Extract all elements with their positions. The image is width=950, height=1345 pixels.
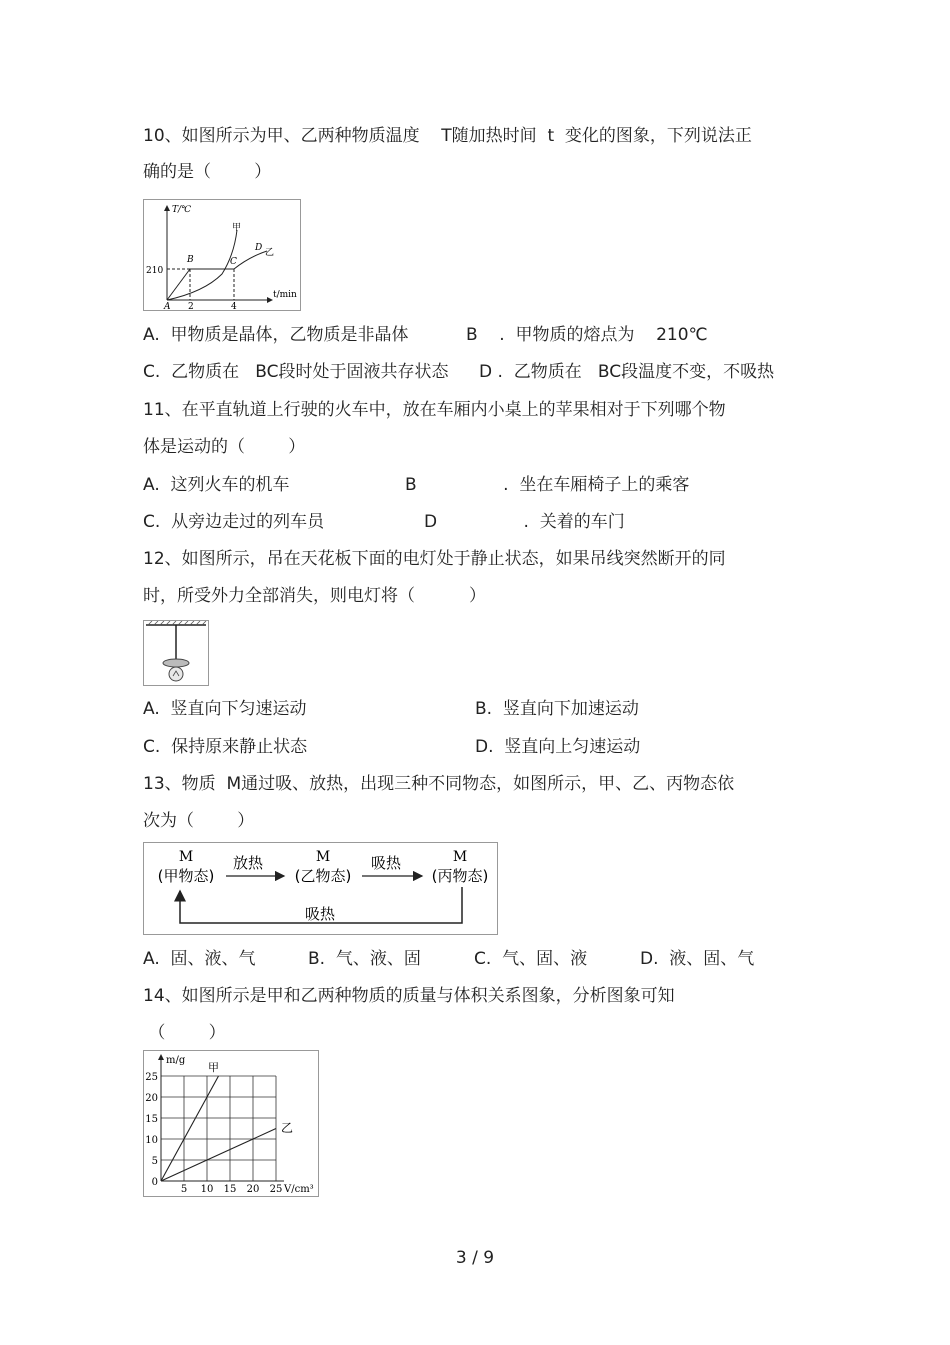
arrow-label-absorb-heat-2: 吸热: [304, 905, 336, 923]
q12-option-b: B. 竖直向下加速运动: [475, 699, 639, 719]
arrow-label-absorb-heat-1: 吸热: [370, 854, 402, 872]
y-tick-210: 210: [146, 266, 164, 276]
q11-option-d: D . 关着的车门: [424, 512, 625, 532]
q10-stem-line1: 10、如图所示为甲、乙两种物质温度 T随加热时间 t 变化的图象，下列说法正: [143, 126, 752, 146]
q14-stem-line1: 14、如图所示是甲和乙两种物质的质量与体积关系图象，分析图象可知: [143, 986, 675, 1006]
x-tick-2: 2: [188, 302, 194, 310]
state-jia: (甲物态): [157, 867, 215, 885]
q12-option-a: A. 竖直向下匀速运动: [143, 699, 307, 719]
x-tick-label: 5: [180, 1184, 188, 1195]
y-tick-label: 15: [145, 1114, 158, 1125]
q12-hanging-lamp-figure: [143, 620, 209, 686]
q13-option-b: B. 气、液、固: [308, 949, 421, 969]
q14-stem-line2: （ ）: [143, 1023, 226, 1043]
jia-curve: [167, 230, 237, 300]
yi-rising-segment: [167, 269, 190, 300]
series-jia-line: [161, 1076, 219, 1181]
q11-stem-line1: 11、在平直轨道上行驶的火车中，放在车厢内小桌上的苹果相对于下列哪个物: [143, 400, 726, 420]
q12-option-c: C. 保持原来静止状态: [143, 737, 308, 757]
q10-temperature-time-figure: [143, 199, 301, 311]
arrow-label-release-heat: 放热: [232, 854, 264, 872]
lamp-shade: [163, 659, 189, 667]
q10-option-c: C. 乙物质在 BC段时处于固液共存状态: [143, 362, 449, 382]
x-tick-label: 15: [223, 1184, 237, 1195]
point-d-label: D: [255, 243, 263, 253]
chart-grid: [161, 1076, 276, 1181]
y-tick-label: 25: [145, 1072, 158, 1083]
q12-option-d: D. 竖直向上匀速运动: [475, 737, 641, 757]
y-tick-label: 5: [151, 1156, 158, 1167]
y-tick-label: 0: [151, 1177, 158, 1188]
m-label-3: M: [452, 849, 468, 865]
point-b-label: B: [187, 255, 194, 265]
jia-curve-label: 甲: [232, 223, 242, 233]
x-tick-label: 25: [269, 1184, 283, 1195]
yi-second-segment: [234, 251, 267, 269]
point-c-label: C: [230, 257, 237, 267]
q10-option-a: A. 甲物质是晶体，乙物质是非晶体: [143, 325, 409, 345]
x-tick-label: 20: [246, 1184, 260, 1195]
q10-option-b: B . 甲物质的熔点为 210℃: [466, 325, 708, 345]
q11-stem-line2: 体是运动的（ ）: [143, 437, 306, 457]
q13-option-c: C. 气、固、液: [474, 949, 588, 969]
page-number: 3 / 9: [455, 1248, 495, 1268]
q11-option-b: B . 坐在车厢椅子上的乘客: [405, 475, 690, 495]
chart-y-axis-label: m/g: [166, 1055, 186, 1066]
m-label-2: M: [315, 849, 331, 865]
series-jia-label: 甲: [208, 1061, 219, 1074]
q11-option-a: A. 这列火车的机车: [143, 475, 290, 495]
series-yi-label: 乙: [281, 1121, 294, 1135]
m-label-1: M: [178, 849, 194, 865]
chart-x-axis-label: V/cm³: [284, 1184, 314, 1195]
series-yi-line: [161, 1129, 276, 1182]
state-yi: (乙物态): [294, 867, 352, 885]
q11-option-c: C. 从旁边走过的列车员: [143, 512, 325, 532]
q13-stem-line1: 13、物质 M通过吸、放热，出现三种不同物态，如图所示，甲、乙、丙物态依: [143, 774, 735, 794]
x-tick-4: 4: [231, 302, 237, 310]
x-tick-label: 10: [200, 1184, 214, 1195]
q13-stem-line2: 次为（ ）: [143, 811, 255, 831]
q12-stem-line1: 12、如图所示，吊在天花板下面的电灯处于静止状态，如果吊线突然断开的同: [143, 549, 726, 569]
q10-stem-line2: 确的是（ ）: [143, 162, 272, 182]
point-a-label: A: [164, 302, 171, 310]
y-tick-label: 20: [145, 1093, 158, 1104]
y-axis-label: T/℃: [172, 205, 192, 215]
x-axis-label: t/min: [273, 290, 297, 300]
y-tick-label: 10: [145, 1135, 158, 1146]
q13-option-a: A. 固、液、气: [143, 949, 256, 969]
q10-option-d: D . 乙物质在 BC段温度不变，不吸热: [479, 362, 775, 382]
q12-stem-line2: 时，所受外力全部消失，则电灯将（ ）: [143, 586, 487, 606]
q14-mass-volume-chart: [143, 1050, 319, 1197]
state-bing: (丙物态): [431, 867, 489, 885]
lamp-bulb: [169, 667, 183, 681]
q13-option-d: D. 液、固、气: [640, 949, 755, 969]
q13-state-cycle-figure: [143, 842, 498, 935]
yi-curve-label: 乙: [265, 248, 275, 258]
